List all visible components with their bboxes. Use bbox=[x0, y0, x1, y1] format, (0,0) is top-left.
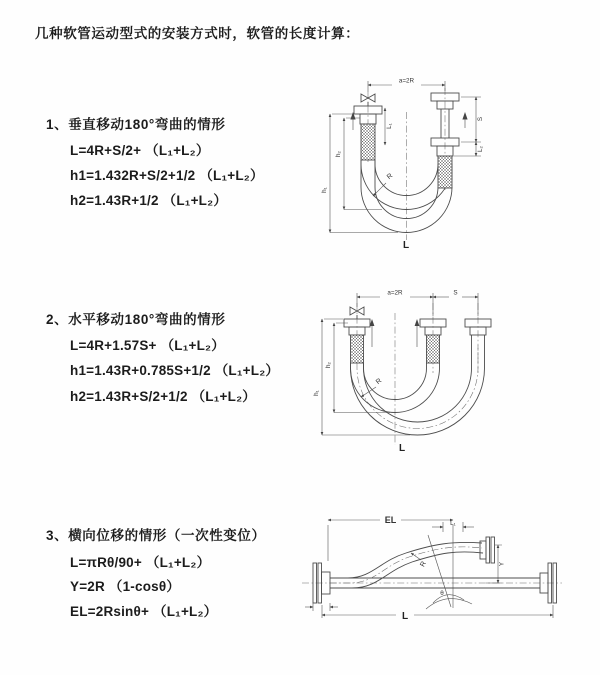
section-1-formula-h2: h2=1.43R+1/2 （L₁+L₂） bbox=[70, 193, 228, 208]
section-3-formula-Y: Y=2R （1-cosθ） bbox=[70, 579, 181, 594]
dim-label-a2r: a=2R bbox=[398, 77, 415, 85]
reference-mark-middle bbox=[415, 319, 420, 347]
dimension-left-fitting bbox=[305, 603, 338, 611]
section-3-formula-EL: EL=2Rsinθ+ （L₁+L₂） bbox=[70, 604, 218, 619]
dim-label-l2: L₂ bbox=[477, 146, 484, 152]
section-1-formula-h1: h1=1.432R+S/2+1/2 （L₁+L₂） bbox=[70, 168, 264, 183]
dim-label-el: EL bbox=[384, 515, 397, 525]
section-2-formula-L: L=4R+1.57S+ （L₁+L₂） bbox=[70, 338, 225, 353]
dim-label-l1: L₁ bbox=[450, 520, 456, 527]
dim-label-s: S bbox=[477, 116, 484, 122]
dimension-Y bbox=[486, 545, 506, 583]
dimension-a-2R bbox=[368, 78, 445, 93]
dimension-h1 bbox=[321, 114, 398, 233]
section-2-formula-h2: h2=1.43R+S/2+1/2 （L₁+L₂） bbox=[70, 389, 256, 404]
diagram-lateral-displacement bbox=[300, 505, 600, 645]
section-1-heading: 1、垂直移动180°弯曲的情形 bbox=[46, 117, 226, 132]
section-3-heading: 3、横向位移的情形（一次性变位） bbox=[46, 528, 266, 543]
dim-label-a2r: a=2R bbox=[387, 289, 403, 297]
middle-hose-end-original bbox=[420, 319, 446, 363]
page-title: 几种软管运动型式的安装方式时，软管的长度计算： bbox=[35, 26, 360, 41]
dim-label-l1: L₁ bbox=[386, 123, 393, 129]
left-hose-end bbox=[313, 563, 330, 603]
angle-label-theta: θ bbox=[440, 590, 444, 597]
dimension-a-2R bbox=[357, 290, 433, 298]
diagram-vertical-180-bend bbox=[310, 68, 600, 268]
dim-label-h1: h₁ bbox=[313, 390, 320, 396]
dimension-S bbox=[357, 290, 478, 317]
diagram-horizontal-180-bend bbox=[310, 283, 600, 463]
label-r: R bbox=[374, 377, 384, 387]
dim-label-h1: h₁ bbox=[321, 187, 328, 193]
hose-displaced-curve bbox=[330, 542, 483, 588]
dim-label-h2: h₂ bbox=[335, 151, 342, 157]
label-r: R bbox=[385, 172, 395, 182]
dim-label-y: Y bbox=[498, 561, 506, 567]
section-2-formula-h1: h1=1.43R+0.785S+1/2 （L₁+L₂） bbox=[70, 363, 280, 378]
dim-label-s: S bbox=[453, 289, 458, 297]
dimension-L2 bbox=[454, 142, 484, 156]
radius-label-R bbox=[361, 378, 383, 397]
right-hose-end-original bbox=[540, 563, 557, 603]
dimension-L bbox=[322, 605, 553, 622]
movement-arrow-up-right bbox=[462, 112, 467, 128]
label-l: L bbox=[402, 240, 410, 251]
dimension-L1 bbox=[385, 108, 393, 145]
section-1-formula-L: L=4R+S/2+ （L₁+L₂） bbox=[70, 143, 210, 158]
label-l: L bbox=[401, 611, 409, 622]
braided-hose-section-left bbox=[361, 124, 375, 160]
centerlines bbox=[368, 88, 445, 240]
radius-label-R bbox=[373, 173, 394, 196]
left-hose-end bbox=[344, 319, 370, 363]
section-2-heading: 2、水平移动180°弯曲的情形 bbox=[46, 312, 226, 327]
movement-arrow-up-left bbox=[350, 112, 355, 130]
label-l: L bbox=[398, 443, 406, 454]
right-hose-end-moved bbox=[480, 537, 495, 563]
braided-hose-section-right bbox=[438, 156, 452, 188]
radius-label-R bbox=[411, 553, 428, 568]
section-3-formula-L: L=πRθ/90+ （L₁+L₂） bbox=[70, 555, 211, 570]
dimension-EL bbox=[328, 515, 453, 608]
label-r: R bbox=[419, 560, 428, 569]
dim-label-h2: h₂ bbox=[325, 362, 332, 368]
